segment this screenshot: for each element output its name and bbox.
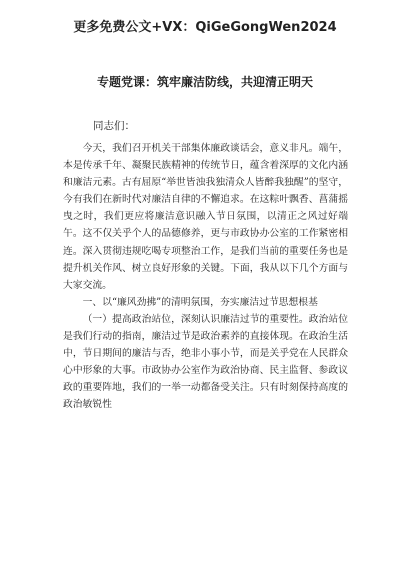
document-title: 专题党课：筑牢廉洁防线，共迎清正明天 bbox=[96, 75, 313, 89]
greeting: 同志们： bbox=[93, 120, 135, 132]
section-one-heading: 一、以“廉风劲拂”的清明氛围，夯实廉洁过节思想根基 bbox=[82, 296, 318, 308]
promo-header: 更多免费公文+VX：QiGeGongWen2024 bbox=[73, 20, 337, 35]
intro-paragraph: 今天，我们召开机关干部集体廉政谈话会，意义非凡。端午，本是传承千年、凝聚民族精神的传统节日，蕴含着深厚的文化内涵和廉洁元素。古有屈原“举世皆浊我独清众人皆醉我独醒”的坚守，今有我们在新时代对廉洁自律的不懈追求。在这粽叶飘香、菖蒲摇曳之时，我们更应将廉洁意识融入节日氛围，以清正之风过好端午。这不仅关乎个人的品德修养，更与市政协办公室的工作紧密相连。深入贯彻违规吃喝专项整治工作，是我们当前的重要任务也是提升机关作风、树立良好形象的关键。下面，我从以下几个方面与大家交流。 bbox=[63, 143, 348, 291]
subsection-one-paragraph: （一）提高政治站位，深刻认识廉洁过节的重要性。政治站位是我们行动的指南，廉洁过节是政治素养的直接体现。在政治生活中，节日期间的廉洁与否，绝非小事小节，而是关乎党在人民群众心中形象的大事。市政协办公室作为政治协商、民主监督、参政议政的重要阵地，我们的一举一动都备受关注。只有时刻保持高度的政治敏锐性 bbox=[63, 313, 348, 411]
document-body bbox=[63, 118, 348, 414]
